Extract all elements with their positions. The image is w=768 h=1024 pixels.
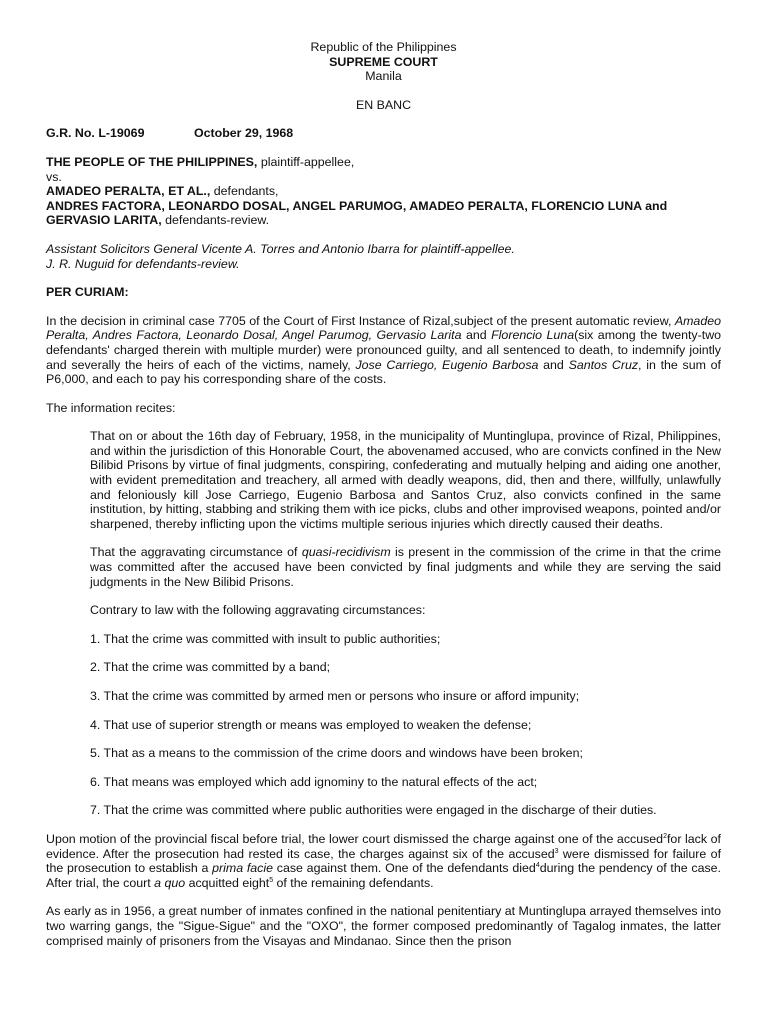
document-header <box>46 40 721 112</box>
circumstance-item: 6. That means was employed which add ignominy to the natural effects of the act; <box>90 774 538 789</box>
text-run: case against them. One of the defendants died <box>273 861 536 876</box>
division: EN BANC <box>355 97 412 112</box>
circumstance-item: 3. That the crime was committed by armed men or persons who insure or afford impunity; <box>90 689 580 703</box>
case-number: G.R. No. L-19069 <box>46 126 145 141</box>
information-quote <box>90 429 721 818</box>
circumstance-item: 4. That use of superior strength or means was employed to weaken the defense; <box>90 717 532 732</box>
text-run: of the remaining defendants. <box>273 875 434 890</box>
review-defendants-names: ANDRES FACTORA, LEONARDO DOSAL, ANGEL PARUMOG, AMADEO PERALTA, FLORENCIO LUNA and GERVASIO LARITA, <box>46 198 668 228</box>
text-run: during the pendency of the case. After trial, the court <box>46 861 722 890</box>
plaintiff-role: plaintiff-appellee, <box>257 154 355 169</box>
court-location: Manila <box>365 69 402 84</box>
circumstance-item: 2. That the crime was committed by a band; <box>90 660 331 675</box>
counsel-plaintiff: Assistant Solicitors General Vicente A. Torres and Antonio Ibarra for plaintiff-appellee. <box>46 241 515 256</box>
quote-paragraph-1: That on or about the 16th day of February, 1958, in the municipality of Muntinglupa, province of Rizal, Philippines, and within the jurisdiction of this Honorable Court, the abovenamed accused, who are convicts confined in the New Bilibid Prisons by virtue of final judgments, conspiring, confederating and mutually helping and aiding one another, with evident premeditation and treachery, all armed with deadly weapons, did, then and there, willfully, unlawfully and feloniously kill Jose Carriego, Eugenio Barbosa and Santos Cruz, also convicts confined in the same institution, by hitting, stabbing and striking them with ice picks, clubs and other improvised weapons, pointed and/or sharpened, thereby inflicting upon the victims multiple serious injuries which directly caused their deaths. <box>90 429 721 531</box>
text-run: In the decision in criminal case 7705 of the Court of First Instance of Rizal,subject of the present automatic review, <box>46 313 675 328</box>
paragraph-gangs: As early as in 1956, a great number of inmates confined in the national penitentiary at Muntinglupa arrayed themselves into two warring gangs, the "Sigue-Sigue" and the "OXO", the former composed predominantly of Tagalog inmates, the latter comprised mainly of prisoners from the Visayas and Mindanao. Since then the prison <box>46 904 721 948</box>
text-run: Upon motion of the provincial fiscal before trial, the lower court dismissed the charge against one of the accused <box>46 831 664 846</box>
victim-names: Jose Carriego, Eugenio Barbosa <box>355 357 539 372</box>
circumstance-item: 5. That as a means to the commission of the crime doors and windows have been broken; <box>90 746 583 761</box>
text-run: That the aggravating circumstance of <box>90 545 302 560</box>
paragraph-motion <box>46 832 721 890</box>
victim-name: Santos Cruz <box>568 357 639 372</box>
text-run: , in the sum of P6,000, and each to pay his corresponding share of the costs. <box>46 357 721 387</box>
information-intro: The information recites: <box>46 400 176 415</box>
emphasis: quasi-recidivism <box>301 545 391 560</box>
quote-paragraph-2 <box>90 545 721 589</box>
accused-name: Florencio Luna <box>491 328 575 343</box>
text-run: (six among the twenty-two defendants' charged therein with multiple murder) were pronounced guilty, and all sentenced to death, to indemnify jointly and severally the heirs of each of the victims, namely, <box>46 328 722 372</box>
circumstance-item: 7. That the crime was committed where public authorities were engaged in the discharge of their duties. <box>90 803 657 818</box>
contrary-line: Contrary to law with the following aggravating circumstances: <box>90 603 426 618</box>
footnote-ref[interactable]: 5 <box>269 876 274 884</box>
defendants-role: defendants, <box>210 184 279 199</box>
per-curiam-heading: PER CURIAM: <box>46 285 129 300</box>
case-number-row <box>46 126 721 141</box>
text-run: were dismissed for failure of the prosecution to establish a <box>46 846 722 876</box>
circumstance-item: 1. That the crime was committed with insult to public authorities; <box>90 631 441 646</box>
counsel-defendants: J. R. Nuguid for defendants-review. <box>46 256 240 271</box>
text-run: for lack of evidence. After the prosecution had rested its case, the charges against six of the accused <box>46 831 721 861</box>
defendants-name: AMADEO PERALTA, ET AL., <box>46 184 211 199</box>
versus: vs. <box>46 169 62 184</box>
counsel-block <box>46 242 721 271</box>
review-defendants-role: defendants-review. <box>161 213 270 228</box>
decision-date: October 29, 1968 <box>194 126 294 141</box>
footnote-ref[interactable]: 2 <box>663 832 667 840</box>
court-name: SUPREME COURT <box>329 54 438 69</box>
text-run: acquitted eight <box>185 875 270 890</box>
text-run: is present in the commission of the crime in that the crime was committed after the accused have been convicted by final judgments and while they are serving the said judgments in the New Bilibid Prisons. <box>90 545 722 589</box>
emphasis: a quo <box>154 875 186 890</box>
plaintiff-name: THE PEOPLE OF THE PHILIPPINES, <box>46 154 258 169</box>
footnote-ref[interactable]: 4 <box>535 862 540 870</box>
accused-names: Amadeo Peralta, Andres Factora, Leonardo Dosal, Angel Parumog, Gervasio Larita <box>46 313 721 343</box>
case-parties <box>46 155 721 228</box>
footnote-ref[interactable]: 3 <box>554 847 559 855</box>
emphasis: prima facie <box>212 861 274 876</box>
text-run: and <box>538 357 569 372</box>
text-run: and <box>461 328 492 343</box>
republic-line: Republic of the Philippines <box>310 40 457 54</box>
paragraph-decision <box>46 314 721 387</box>
